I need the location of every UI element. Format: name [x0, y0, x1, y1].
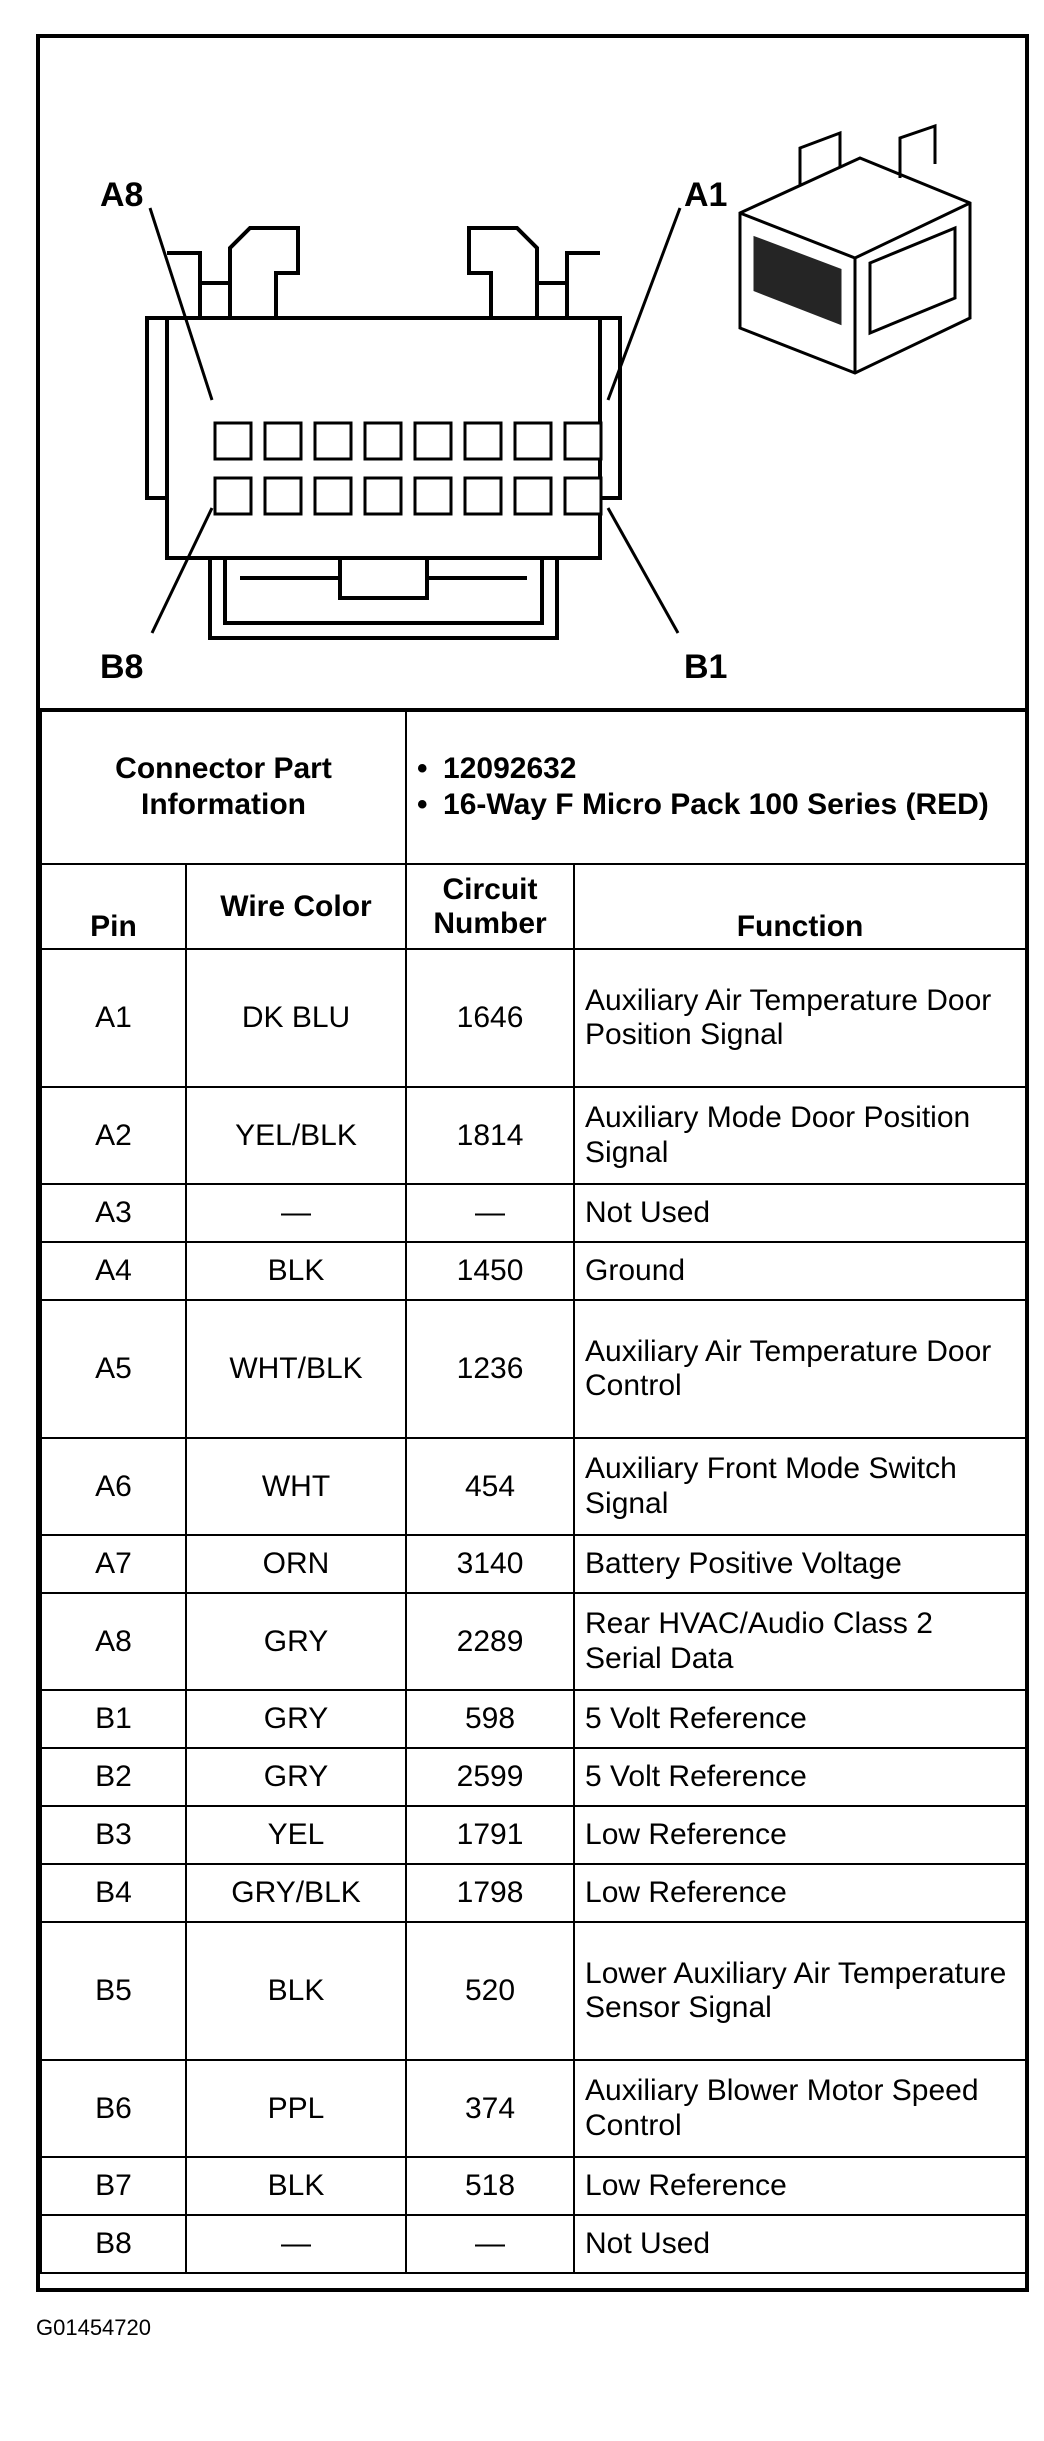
header-pin: Pin [41, 864, 186, 949]
connector-info-label: Connector Part Information [41, 709, 406, 864]
table-row [41, 1242, 1026, 1300]
pin-cavity [265, 423, 301, 459]
pinout-table [40, 708, 1027, 2274]
pin-cavity [415, 478, 451, 514]
function-cell: Low Reference [574, 1864, 1026, 1922]
wire-color-cell: — [186, 2215, 406, 2273]
function-cell: Lower Auxiliary Air Temperature Sensor Signal [574, 1922, 1026, 2060]
function-cell: 5 Volt Reference [574, 1690, 1026, 1748]
label-a1: A1 [684, 176, 728, 214]
function-cell: Not Used [574, 2215, 1026, 2273]
pin-cell: B8 [41, 2215, 186, 2273]
table-row [41, 1087, 1026, 1184]
pin-cell: B3 [41, 1806, 186, 1864]
circuit-number-cell: 1814 [406, 1087, 574, 1184]
label-a8: A8 [100, 176, 144, 214]
pin-cavity [565, 423, 601, 459]
table-row [41, 1535, 1026, 1593]
table-row [41, 1593, 1026, 1690]
function-cell: Low Reference [574, 1806, 1026, 1864]
wire-color-cell: DK BLU [186, 949, 406, 1087]
function-cell: Auxiliary Air Temperature Door Control [574, 1300, 1026, 1438]
table-row [41, 1806, 1026, 1864]
pin-cavity [415, 423, 451, 459]
wire-color-cell: BLK [186, 1242, 406, 1300]
table-row [41, 1748, 1026, 1806]
wire-color-cell: GRY [186, 1690, 406, 1748]
circuit-number-cell: 2599 [406, 1748, 574, 1806]
circuit-number-cell: 1450 [406, 1242, 574, 1300]
circuit-number-cell: 518 [406, 2157, 574, 2215]
table-row [41, 2157, 1026, 2215]
circuit-number-cell: 454 [406, 1438, 574, 1535]
pin-cavity [365, 478, 401, 514]
function-cell: Auxiliary Air Temperature Door Position Signal [574, 949, 1026, 1087]
circuit-number-cell: 1236 [406, 1300, 574, 1438]
table-header-row [41, 864, 1026, 949]
connector-description: • 16-Way F Micro Pack 100 Series (RED) [417, 787, 1015, 823]
figure-id: G01454720 [36, 2315, 151, 2340]
table-row [41, 1922, 1026, 2060]
function-cell: Rear HVAC/Audio Class 2 Serial Data [574, 1593, 1026, 1690]
connector-face-drawing [40, 38, 1025, 708]
wire-color-cell: WHT/BLK [186, 1300, 406, 1438]
wire-color-cell: BLK [186, 1922, 406, 2060]
table-row [41, 949, 1026, 1087]
pin-cell: A1 [41, 949, 186, 1087]
wire-color-cell: YEL/BLK [186, 1087, 406, 1184]
wire-color-cell: PPL [186, 2060, 406, 2157]
circuit-number-cell: 598 [406, 1690, 574, 1748]
function-cell: Auxiliary Front Mode Switch Signal [574, 1438, 1026, 1535]
pin-cavity [315, 423, 351, 459]
connector-info-items [406, 709, 1026, 864]
pin-cavity [215, 478, 251, 514]
pin-cell: A8 [41, 1593, 186, 1690]
pin-cavity [515, 423, 551, 459]
pin-cavity [465, 423, 501, 459]
pin-cell: A3 [41, 1184, 186, 1242]
label-b8: B8 [100, 648, 144, 686]
function-cell: Ground [574, 1242, 1026, 1300]
pin-cell: B7 [41, 2157, 186, 2215]
connector-part-number: • 12092632 [417, 751, 1015, 787]
pin-cavity [265, 478, 301, 514]
circuit-number-cell: 3140 [406, 1535, 574, 1593]
function-cell: 5 Volt Reference [574, 1748, 1026, 1806]
pin-cavity [215, 423, 251, 459]
header-wire-color: Wire Color [186, 864, 406, 949]
pin-cell: A7 [41, 1535, 186, 1593]
pin-cavity [365, 423, 401, 459]
table-row [41, 2215, 1026, 2273]
label-b1: B1 [684, 648, 728, 686]
table-row [41, 1438, 1026, 1535]
function-cell: Auxiliary Mode Door Position Signal [574, 1087, 1026, 1184]
circuit-number-cell: — [406, 2215, 574, 2273]
wire-color-cell: BLK [186, 2157, 406, 2215]
pin-cell: B5 [41, 1922, 186, 2060]
circuit-number-cell: 1798 [406, 1864, 574, 1922]
pin-cell: A4 [41, 1242, 186, 1300]
pin-cell: B1 [41, 1690, 186, 1748]
circuit-number-cell: 1646 [406, 949, 574, 1087]
wire-color-cell: GRY [186, 1593, 406, 1690]
connector-sheet [36, 34, 1029, 2292]
connector-isometric-icon [740, 126, 970, 373]
function-cell: Not Used [574, 1184, 1026, 1242]
pin-cavity [515, 478, 551, 514]
circuit-number-cell: 1791 [406, 1806, 574, 1864]
wire-color-cell: — [186, 1184, 406, 1242]
wire-color-cell: ORN [186, 1535, 406, 1593]
pin-cavity [315, 478, 351, 514]
function-cell: Auxiliary Blower Motor Speed Control [574, 2060, 1026, 2157]
table-row [41, 2060, 1026, 2157]
pin-cell: B2 [41, 1748, 186, 1806]
table-row [41, 1184, 1026, 1242]
table-row [41, 1690, 1026, 1748]
wire-color-cell: WHT [186, 1438, 406, 1535]
circuit-number-cell: 520 [406, 1922, 574, 2060]
wire-color-cell: GRY/BLK [186, 1864, 406, 1922]
wire-color-cell: YEL [186, 1806, 406, 1864]
pin-cell: B4 [41, 1864, 186, 1922]
wire-color-cell: GRY [186, 1748, 406, 1806]
circuit-number-cell: 374 [406, 2060, 574, 2157]
pin-cell: B6 [41, 2060, 186, 2157]
function-cell: Battery Positive Voltage [574, 1535, 1026, 1593]
connector-diagram [40, 38, 1025, 712]
table-row [41, 1864, 1026, 1922]
header-function: Function [574, 864, 1026, 949]
table-row [41, 1300, 1026, 1438]
pin-cell: A2 [41, 1087, 186, 1184]
pin-cell: A6 [41, 1438, 186, 1535]
circuit-number-cell: 2289 [406, 1593, 574, 1690]
pin-cavity [465, 478, 501, 514]
function-cell: Low Reference [574, 2157, 1026, 2215]
pin-cavity [565, 478, 601, 514]
circuit-number-cell: — [406, 1184, 574, 1242]
pin-cell: A5 [41, 1300, 186, 1438]
header-circuit: Circuit Number [406, 864, 574, 949]
